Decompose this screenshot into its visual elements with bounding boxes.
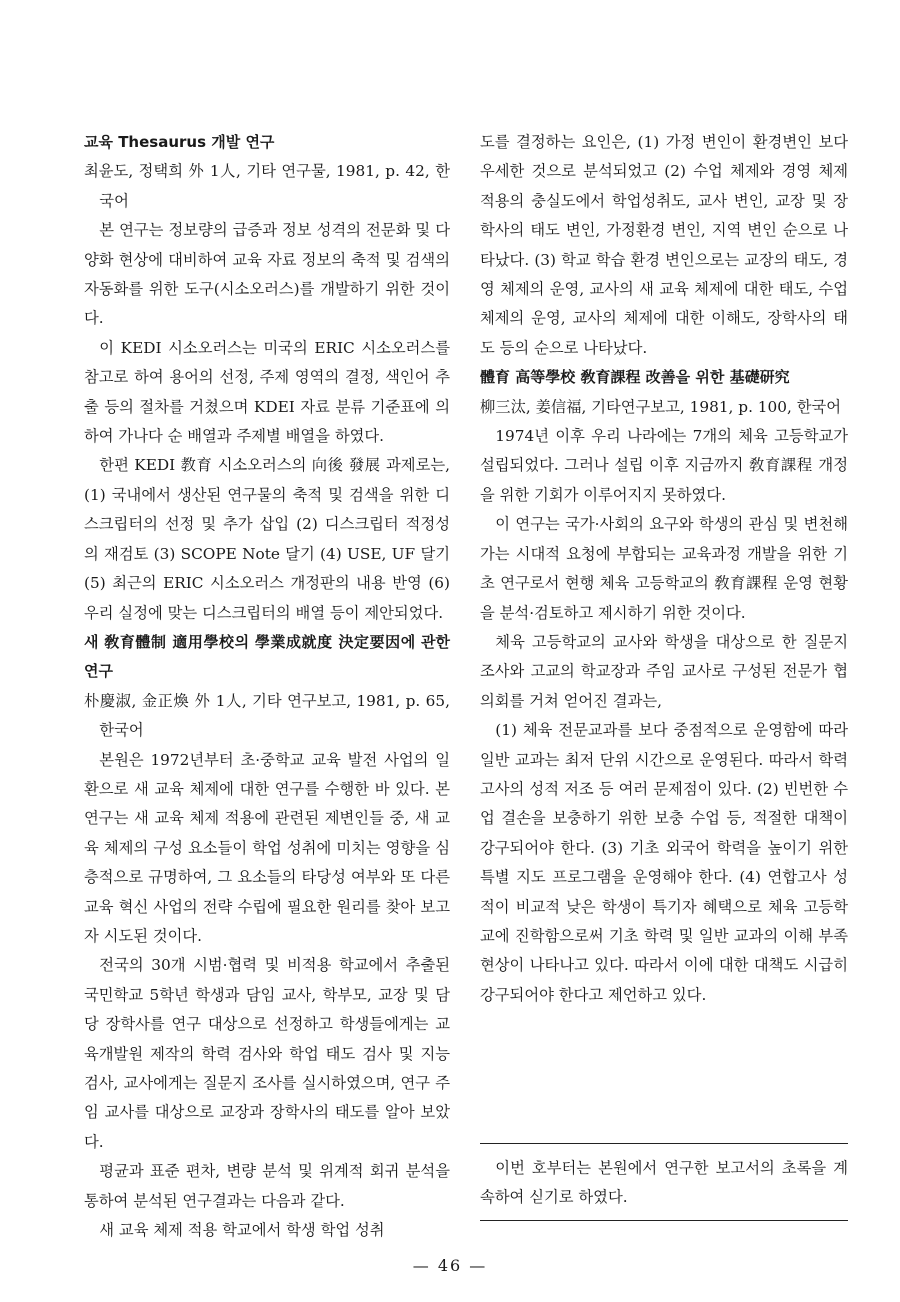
article-paragraph: 본 연구는 정보량의 급증과 정보 성격의 전문화 및 다양화 현상에 대비하여 교육 자료 정보의 축적 및 검색의 자동화를 위한 도구(시소오러스)를 개발하기 위한 것이다. [84,221,450,328]
article-title: 體育 高等學校 敎育課程 改善을 위한 基礎研究 [480,368,790,387]
article-paragraph: 전국의 30개 시범·협력 및 비적용 학교에서 추출된 국민학교 5학년 학생과 담임 교사, 학부모, 교장 및 담당 장학사를 연구 대상으로 선정하고 학생들에게는 교육개발원 제작의 학력 검사와 학업 태도 검사 및 지능 검사, 교사에게는 질문지 조사를 실시하였으며, 연구 주임 교사를 대상으로 교장과 장학사의 태도를 알아 보았다. [84,956,450,1151]
article-paragraph: 이 KEDI 시소오러스는 미국의 ERIC 시소오러스를 참고로 하여 용어의 선정, 주제 영역의 결정, 색인어 추출 등의 절차를 거쳤으며 KDEI 자료 분류 기준표에 의하여 가나다 순 배열과 주제별 배열을 하였다. [84,338,450,446]
article-title: 교육 Thesaurus 개발 연구 [84,133,275,151]
editor-note-text: 이번 호부터는 본원에서 연구한 보고서의 초록을 계속하여 싣기로 하였다. [480,1159,848,1206]
article-paragraph: (1) 체육 전문교과를 보다 중점적으로 운영함에 따라 일반 교과는 최저 단위 시간으로 운영된다. 따라서 학력 고사의 성적 저조 등 여러 문제점이 있다. (2) 빈번한 수업 결손을 보충하기 위한 보충 수업 등, 적절한 대책이 강구되어야 한다. (3) 기초 외국어 학력을 높이기 위한 특별 지도 프로그램을 운영해야 한다. (4) 연합고사 성적이 비교적 낮은 학생이 특기자 혜택으로 체육 고등학교에 진학함으로써 기초 학력 및 일반 교과의 이해 부족 현상이 나타나고 있다. 따라서 이에 대한 대책도 시급히 강구되어야 한다고 제언하고 있다. [480,721,848,1004]
article-paragraph: 새 교육 체제 적용 학교에서 학생 학업 성취 [99,1221,385,1240]
article-paragraph-continued: 도를 결정하는 요인은, (1) 가정 변인이 환경변인 보다 우세한 것으로 분석되었고 (2) 수업 체제와 경영 체제 적용의 충실도에서 학업성취도, 교사 변인, 교장 및 장학사의 태도 변인, 가정환경 변인, 지역 변인 순으로 나타났다. (3) 학교 학습 환경 변인으로는 교장의 태도, 경영 체제의 운영, 교사의 새 교육 체제에 대한 태도, 수업 체제의 운영, 교사의 체제에 대한 이해도, 장학사의 태도 등의 순으로 나타났다. [480,133,848,357]
article-paragraph: 평균과 표준 편차, 변량 분석 및 위계적 회귀 분석을 통하여 분석된 연구결과는 다음과 같다. [84,1162,450,1210]
editor-note [480,1143,848,1221]
article-meta: 朴慶淑, 金正煥 外 1人, 기타 연구보고, 1981, p. 65, 한국어 [84,691,450,740]
article-meta: 최윤도, 정택희 外 1人, 기타 연구물, 1981, p. 42, 한국어 [84,162,450,210]
left-column [84,128,450,1245]
article-paragraph: 한편 KEDI 教育 시소오러스의 向後 發展 과제로는, (1) 국내에서 생산된 연구물의 축적 및 검색을 위한 디스크립터의 선정 및 추가 삽입 (2) 디스크립터 적정성의 재검토 (3) SCOPE Note 달기 (4) USE, UF 달기 (5) 최근의 ERIC 시소오러스 개정판의 내용 반영 (6) 우리 실정에 맞는 디스크립터의 배열 등이 제안되었다. [84,456,450,622]
article-meta: 柳三汰, 姜信福, 기타연구보고, 1981, p. 100, 한국어 [480,397,842,416]
article-paragraph: 본원은 1972년부터 초·중학교 교육 발전 사업의 일환으로 새 교육 체제에 대한 연구를 수행한 바 있다. 본 연구는 새 교육 체제 적용에 관련된 제변인들 중, 새 교육 체제의 구성 요소들이 학업 성취에 미치는 영향을 심층적으로 규명하여, 그 요소들의 타당성 여부와 또 다른 교육 혁신 사업의 전략 수립에 필요한 원리를 찾아 보고자 시도된 것이다. [84,750,450,945]
article-paragraph: 이 연구는 국가·사회의 요구와 학생의 관심 및 변천해 가는 시대적 요청에 부합되는 교육과정 개발을 위한 기초 연구로서 현행 체육 고등학교의 敎育課程 운영 현황을 분석·검토하고 제시하기 위한 것이다. [480,515,848,622]
article-paragraph: 체육 고등학교의 교사와 학생을 대상으로 한 질문지 조사와 고교의 학교장과 주임 교사로 구성된 전문가 협의회를 거쳐 얻어진 결과는, [480,632,848,710]
right-column [480,128,848,1010]
page-number: — 46 — [412,1256,488,1275]
article-paragraph: 1974년 이후 우리 나라에는 7개의 체육 고등학교가 설립되었다. 그러나 설립 이후 지금까지 敎育課程 개정을 위한 기회가 이루어지지 못하였다. [480,427,848,504]
article-title: 새 敎育體制 適用學校의 學業成就度 決定要因에 관한 연구 [84,632,450,681]
